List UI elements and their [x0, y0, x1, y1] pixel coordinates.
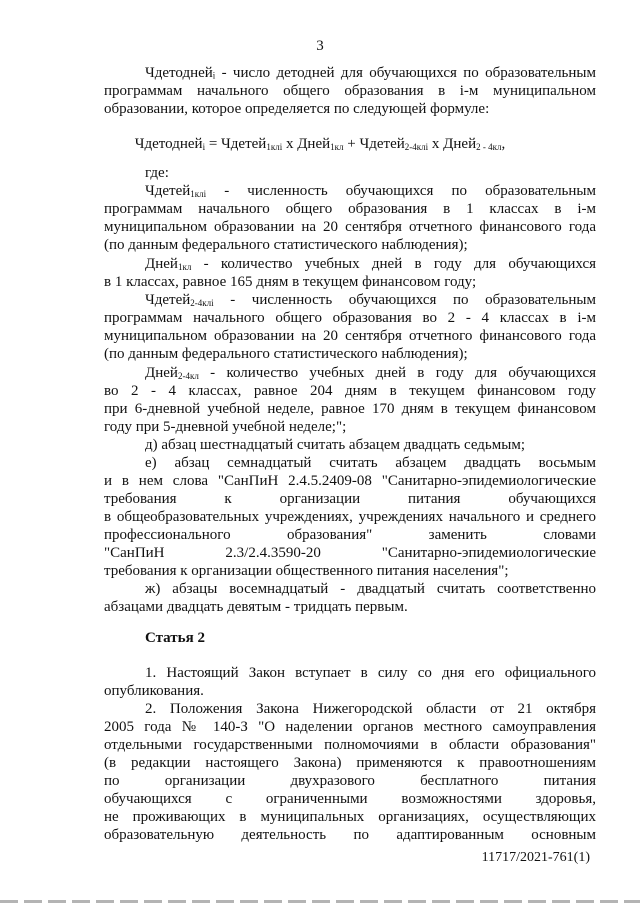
- art2-p2-line-8: образовательную деятельность по адаптированным основным: [104, 827, 596, 843]
- def1-line-4: (по данным федерального статистического наблюдения);: [104, 237, 468, 253]
- def3-line-2: программам начального общего образования во 2 - 4 классах в i-м: [104, 310, 596, 326]
- art2-p1-line-1: 1. Настоящий Закон вступает в силу со дня его официального: [145, 665, 596, 681]
- formula-lhs: Чдетодней: [134, 136, 203, 152]
- item-d: д) абзац шестнадцатый считать абзацем двадцать седьмым;: [145, 437, 525, 453]
- def2-line-2: в 1 классах, равное 165 дням в текущем финансовом году;: [104, 274, 477, 290]
- def4-line-4: году при 5-дневной учебной неделе;";: [104, 419, 347, 435]
- para1-line-1: Чдетоднейᵢ - число детодней для обучающихся по образовательным: [145, 65, 596, 81]
- art2-p1-line-2: опубликования.: [104, 683, 204, 699]
- document-number: 11717/2021-761(1): [481, 850, 590, 865]
- para1-line-3: образовании, которое определяется по следующей формуле:: [104, 101, 490, 117]
- item-zh-line-2: абзацами двадцать девятым - тридцать первым.: [104, 599, 408, 615]
- def4-line-1: Дней$_{2-4кл}$ - количество учебных дней в году для обучающихся: [145, 365, 596, 381]
- item-e-line-4: в общеобразовательных учреждениях, учреждениях начального и среднего: [104, 509, 596, 525]
- page-number: 3: [316, 38, 324, 54]
- item-e-line-5: профессионального образования" заменить словами: [104, 527, 596, 543]
- art2-p2-line-4: (в редакции настоящего Закона) применяются к правоотношениям: [104, 755, 596, 771]
- def2-line-1: Дней$_{1кл}$ - количество учебных дней в году для обучающихся: [145, 256, 596, 272]
- item-e-line-3: требования к организации питания обучающихся: [104, 491, 596, 507]
- def1-line-3: муниципальном образовании на 20 сентября отчетного финансового года: [104, 219, 596, 235]
- item-e-line-6: "СанПиН 2.3/2.4.3590-20 "Санитарно-эпидемиологические: [104, 545, 596, 561]
- where-label: где:: [145, 165, 169, 181]
- scan-edge-artifact: [0, 900, 640, 903]
- item-e-line-2: и в нем слова "СанПиН 2.4.5.2409-08 "Санитарно-эпидемиологические: [104, 473, 596, 489]
- def3-line-1: Чдетей$_{2-4клi}$ - численность обучающихся по образовательным: [145, 292, 596, 308]
- def4-line-3: при 6-дневной учебной неделе, равное 170 дням в текущем финансовом: [104, 401, 596, 417]
- item-zh-line-1: ж) абзацы восемнадцатый - двадцатый считать соответственно: [145, 581, 596, 597]
- formula: Чдетодней$_i$ = Чдетей$_{1клi}$ х Дней$_{1кл}$ + Чдетей$_{2-4клi}$ х Дней$_{2 - 4кл}$,: [134, 136, 506, 152]
- art2-p2-line-2: 2005 года № 140-З "О наделении органов местного самоуправления: [104, 719, 596, 735]
- item-e-line-7: требования к организации общественного питания населения";: [104, 563, 509, 579]
- art2-p2-line-7: не проживающих в муниципальных организациях, осуществляющих: [104, 809, 596, 825]
- def1-line-2: программам начального общего образования в 1 классах в i-м: [104, 201, 596, 217]
- item-e-line-1: е) абзац семнадцатый считать абзацем двадцать восьмым: [145, 455, 596, 471]
- def4-line-2: во 2 - 4 классах, равное 204 дням в текущем финансовом году: [104, 383, 596, 399]
- art2-p2-line-6: обучающихся с ограниченными возможностями здоровья,: [104, 791, 596, 807]
- def3-line-4: (по данным федерального статистического наблюдения);: [104, 346, 468, 362]
- art2-p2-line-1: 2. Положения Закона Нижегородской области от 21 октября: [145, 701, 596, 717]
- def3-line-3: муниципальном образовании на 20 сентября отчетного финансового года: [104, 328, 596, 344]
- art2-p2-line-3: отдельными государственными полномочиями в области образования": [104, 737, 596, 753]
- para1-line-2: программам начального общего образования в i-м муниципальном: [104, 83, 596, 99]
- article-heading: Статья 2: [145, 630, 205, 646]
- def1-line-1: Чдетей$_{1клi}$ - численность обучающихся по образовательным: [145, 183, 596, 199]
- art2-p2-line-5: по организации двухразового бесплатного питания: [104, 773, 596, 789]
